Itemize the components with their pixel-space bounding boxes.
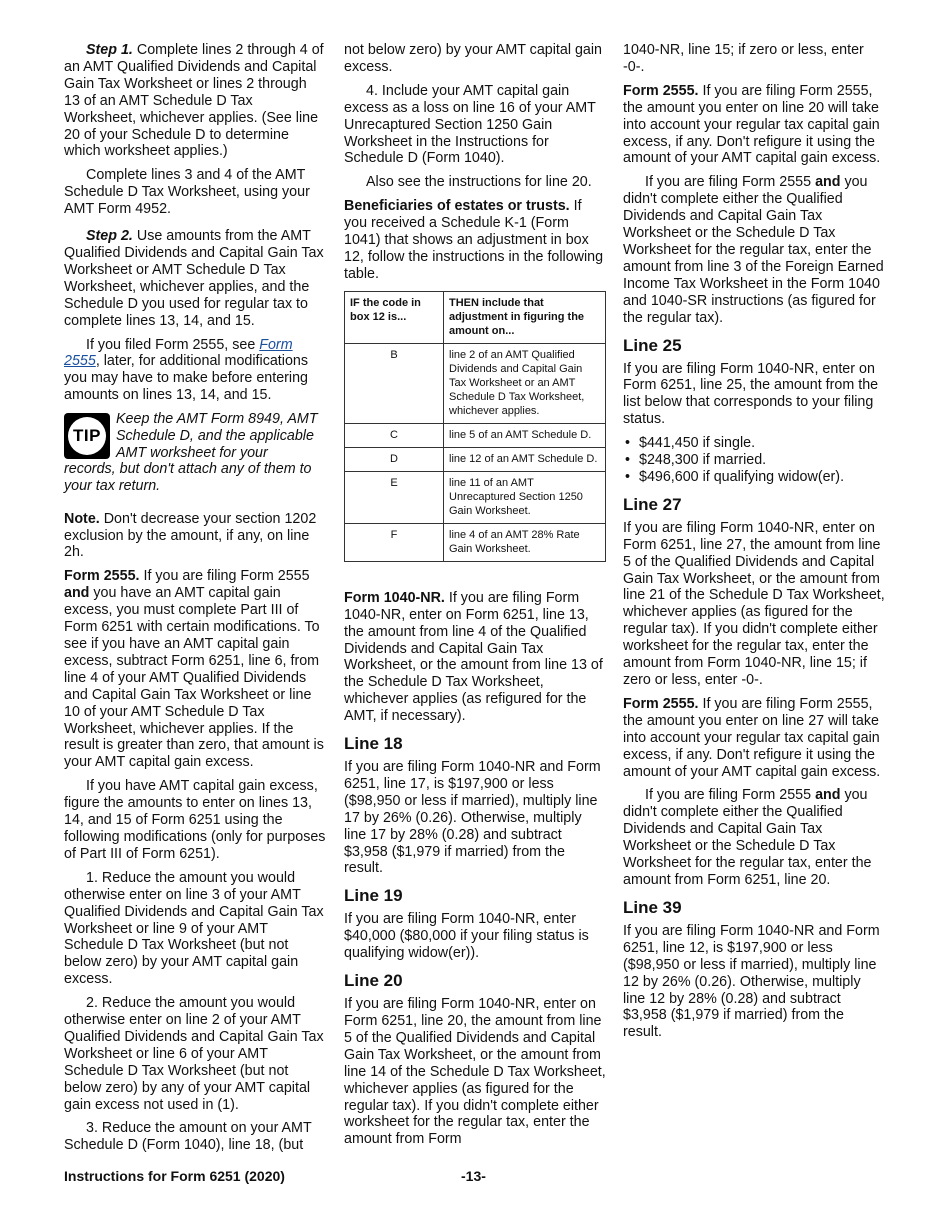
table-cell-code: D — [345, 447, 444, 471]
step2-text: Use amounts from the AMT Qualified Dividends and Capital Gain Tax Worksheet or AMT Schedule D Tax Worksheet, whichever applies, and the Schedule D you used for regular tax to complete lines 13, 14, and 15. — [64, 228, 324, 329]
line20-continued: 1040-NR, line 15; if zero or less, enter -0-. — [623, 42, 864, 75]
form2555-ref-pre: If you filed Form 2555, see — [86, 336, 260, 353]
footer-title: Instructions for Form 6251 (2020) — [64, 1168, 285, 1184]
table-cell-text: line 11 of an AMT Unrecaptured Section 1250 Gain Worksheet. — [444, 471, 606, 523]
table-row — [345, 343, 606, 423]
table-cell-code: E — [345, 471, 444, 523]
form2555-link[interactable]: Form 2555 — [64, 336, 293, 370]
form2555-text-2: you have an AMT capital gain excess, you must complete Part III of Form 6251 with certain modifications. To see if you have an AMT capital gain excess, subtract Form 6251, line 6, from line 4 of your AMT Qualified Dividends and Capital Gain Tax Worksheet or line 10 of your AMT Schedule D Tax Worksheet, whichever applies. If the result is greater than zero, that amount is your AMT capital gain excess. — [64, 585, 324, 771]
heading-line-39: Line 39 — [623, 897, 682, 917]
beneficiaries-lead: Beneficiaries of estates or trusts. — [344, 198, 570, 215]
column-left — [64, 42, 326, 1161]
form2555-line27-p2-and: and — [815, 787, 841, 804]
modification-item-4: 4. Include your AMT capital gain excess as a loss on line 16 of your AMT Unrecaptured Section 1250 Gain Worksheet in the Instructions for Schedule D (Form 1040). — [344, 82, 596, 167]
form2555-line27-paragraph — [623, 696, 885, 781]
form2555-line20-text: If you are filing Form 2555, the amount you enter on line 20 will take into account your regular tax capital gain excess, if any. Don't refigure it using the amount of your AMT capital gain excess. — [623, 82, 881, 167]
form2555-ref-post: , later, for additional modifications you may have to make before entering amounts on lines 13, 14, and 15. — [64, 353, 308, 404]
step1-paragraph-2: Complete lines 3 and 4 of the AMT Schedule D Tax Worksheet, using your AMT Form 4952. — [64, 167, 310, 218]
form2555-lead: Form 2555. — [64, 568, 140, 585]
tip-text-continued: records, but don't attach any of them to your tax return. — [64, 460, 312, 494]
form1040nr-paragraph — [344, 590, 606, 725]
list-item: • $441,450 if single. — [623, 435, 885, 452]
form2555-line27-p2-text-2: you didn't complete either the Qualified Dividends and Capital Gain Tax Worksheet or the Schedule D Tax Worksheet for the regular tax, enter the amount from Form 6251, line 20. — [623, 787, 872, 888]
heading-line-27: Line 27 — [623, 494, 682, 514]
tip-box — [64, 411, 326, 462]
line27-paragraph: If you are filing Form 1040-NR, enter on Form 6251, line 27, the amount from line 5 of the Qualified Dividends and Capital Gain Tax Worksheet, or the amount from line 21 of the Schedule D Tax Worksheet, whichever applies (as figured for the regular tax). If you didn't complete either worksheet for the regular tax, enter the amount from Form 1040-NR, line 15; if zero or less, enter -0-. — [623, 519, 885, 688]
form2555-line27-p2-text-1: If you are filing Form 2555 — [645, 787, 816, 804]
line25-paragraph: If you are filing Form 1040-NR, enter on Form 6251, line 25, the amount from the list below that corresponds to your filing status. — [623, 360, 879, 428]
heading-line-20: Line 20 — [344, 971, 403, 991]
also-see-paragraph: Also see the instructions for line 20. — [366, 174, 592, 191]
modification-item-1: 1. Reduce the amount you would otherwise enter on line 3 of your AMT Qualified Dividends and Capital Gain Tax Worksheet or line 9 of your AMT Schedule D Tax Worksheet (but not below zero) by your AMT capital gain excess. — [64, 869, 324, 988]
note-text: Don't decrease your section 1202 exclusion by the amount, if any, on line 2h. — [64, 510, 317, 561]
line20-paragraph: If you are filing Form 1040-NR, enter on Form 6251, line 20, the amount from line 5 of the Qualified Dividends and Capital Gain Tax Worksheet, or the amount from line 14 of the Schedule D Tax Worksheet, whichever applies (as figured for the regular tax). If you didn't complete either worksheet for the regular tax, enter the amount from Form — [344, 996, 606, 1148]
note-lead: Note. — [64, 510, 100, 527]
beneficiaries-text: If you received a Schedule K-1 (Form 1041) that shows an adjustment in box 12, follow the instructions in the following table. — [344, 198, 604, 282]
step1-text: Complete lines 2 through 4 of an AMT Qualified Dividends and Capital Gain Tax Worksheet or lines 2 through 13 of an AMT Schedule D Tax Worksheet, whichever applies. (See line 20 of your Schedule D to determine which worksheet applies.) — [64, 42, 324, 160]
table-row — [345, 523, 606, 561]
heading-line-18: Line 18 — [344, 734, 403, 754]
list-item: • $248,300 if married. — [623, 452, 885, 469]
column-middle — [344, 42, 606, 1155]
form2555-reference-paragraph — [64, 337, 326, 405]
table-cell-text: line 12 of an AMT Schedule D. — [444, 447, 606, 471]
column-right — [623, 42, 885, 1048]
form1040nr-lead: Form 1040-NR. — [344, 589, 445, 606]
step2-paragraph — [64, 228, 326, 329]
form2555-line20-paragraph — [623, 83, 885, 168]
form2555-line27-paragraph-2 — [623, 787, 885, 888]
heading-line-19: Line 19 — [344, 886, 403, 906]
form2555-paragraph — [64, 568, 326, 771]
table-cell-text: line 4 of an AMT 28% Rate Gain Worksheet. — [444, 523, 606, 561]
form2555-and: and — [64, 585, 90, 602]
step2-lead: Step 2. — [86, 228, 133, 245]
note-paragraph — [64, 511, 326, 562]
table-row — [345, 447, 606, 471]
table-cell-code: C — [345, 423, 444, 447]
step1-paragraph — [64, 42, 326, 160]
table-cell-code: F — [345, 523, 444, 561]
tip-badge-label: TIP — [68, 417, 106, 455]
form2555-line20-p2-text-1: If you are filing Form 2555 — [645, 174, 816, 191]
modification-item-3: 3. Reduce the amount on your AMT Schedule D (Form 1040), line 18, (but — [64, 1120, 312, 1154]
excess-paragraph: If you have AMT capital gain excess, figure the amounts to enter on lines 13, 14, and 15 of Form 6251 using the following modifications (only for purposes of Part III of Form 6251). — [64, 778, 326, 862]
table-cell-code: B — [345, 343, 444, 423]
form2555-line27-lead: Form 2555. — [623, 695, 699, 712]
form1040nr-text: If you are filing Form 1040-NR, enter on Form 6251, line 13, the amount from line 4 of the Qualified Dividends and Capital Gain Tax Worksheet, or the amount from line 13 of the Schedule D Tax Worksheet, whichever applies (as refigured for the AMT, if necessary). — [344, 589, 603, 725]
table-header-row — [345, 291, 606, 343]
filing-status-amounts-list — [623, 435, 885, 486]
modification-item-2: 2. Reduce the amount you would otherwise enter on line 2 of your AMT Qualified Dividends and Capital Gain Tax Worksheet or line 6 of your AMT Schedule D Tax Worksheet (but not below zero) by any of your AMT capital gain excess not used in (1). — [64, 995, 324, 1113]
form2555-line27-text: If you are filing Form 2555, the amount you enter on line 27 will take into account your regular tax capital gain excess, if any. Don't refigure it using the amount of your AMT capital gain excess. — [623, 695, 881, 780]
form2555-line20-paragraph-2 — [623, 174, 885, 326]
line18-paragraph: If you are filing Form 1040-NR and Form 6251, line 17, is $197,900 or less ($98,950 or less if married), multiply line 17 by 26% (0.26). Otherwise, multiply line 17 by 28% (0.28) and subtract $3,958 ($1,979 if married) from the result. — [344, 759, 601, 877]
form2555-text-1: If you are filing Form 2555 — [139, 568, 310, 585]
list-item: • $496,600 if qualifying widow(er). — [623, 469, 885, 486]
table-header-code: IF the code in box 12 is... — [345, 291, 444, 343]
table-row — [345, 423, 606, 447]
page-number: -13- — [461, 1168, 486, 1184]
table-cell-text: line 5 of an AMT Schedule D. — [444, 423, 606, 447]
step1-lead: Step 1. — [86, 42, 133, 58]
line39-paragraph: If you are filing Form 1040-NR and Form 6251, line 12, is $197,900 or less ($98,950 or less if married), multiply line 12 by 26% (0.26). Otherwise, multiply line 12 by 28% (0.28) and subtract $3,958 ($1,979 if married) from the result. — [623, 922, 880, 1041]
tip-icon — [64, 413, 110, 459]
box12-codes-table — [344, 291, 606, 562]
form2555-line20-lead: Form 2555. — [623, 82, 699, 99]
table-row — [345, 471, 606, 523]
heading-line-25: Line 25 — [623, 335, 682, 355]
beneficiaries-paragraph — [344, 198, 606, 283]
item3-continued: not below zero) by your AMT capital gain excess. — [344, 42, 603, 75]
form2555-line20-p2-text-2: you didn't complete either the Qualified Dividends and Capital Gain Tax Worksheet or the Schedule D Tax Worksheet for the regular tax, enter the amount from line 3 of the Foreign Earned Income Tax Worksheet in the Form 1040 and 1040-SR instructions (as figured for the regular tax). — [623, 174, 884, 326]
tip-text: Keep the AMT Form 8949, AMT Schedule D, and the applicable AMT worksheet for your — [116, 411, 318, 461]
form2555-line20-p2-and: and — [815, 174, 841, 191]
table-cell-text: line 2 of an AMT Qualified Dividends and Capital Gain Tax Worksheet or an AMT Schedule D Tax Worksheet, whichever applies. — [444, 343, 606, 423]
table-header-then: THEN include that adjustment in figuring the amount on... — [444, 291, 606, 343]
line19-paragraph: If you are filing Form 1040-NR, enter $40,000 ($80,000 if your filing status is qualifying widow(er)). — [344, 911, 589, 962]
